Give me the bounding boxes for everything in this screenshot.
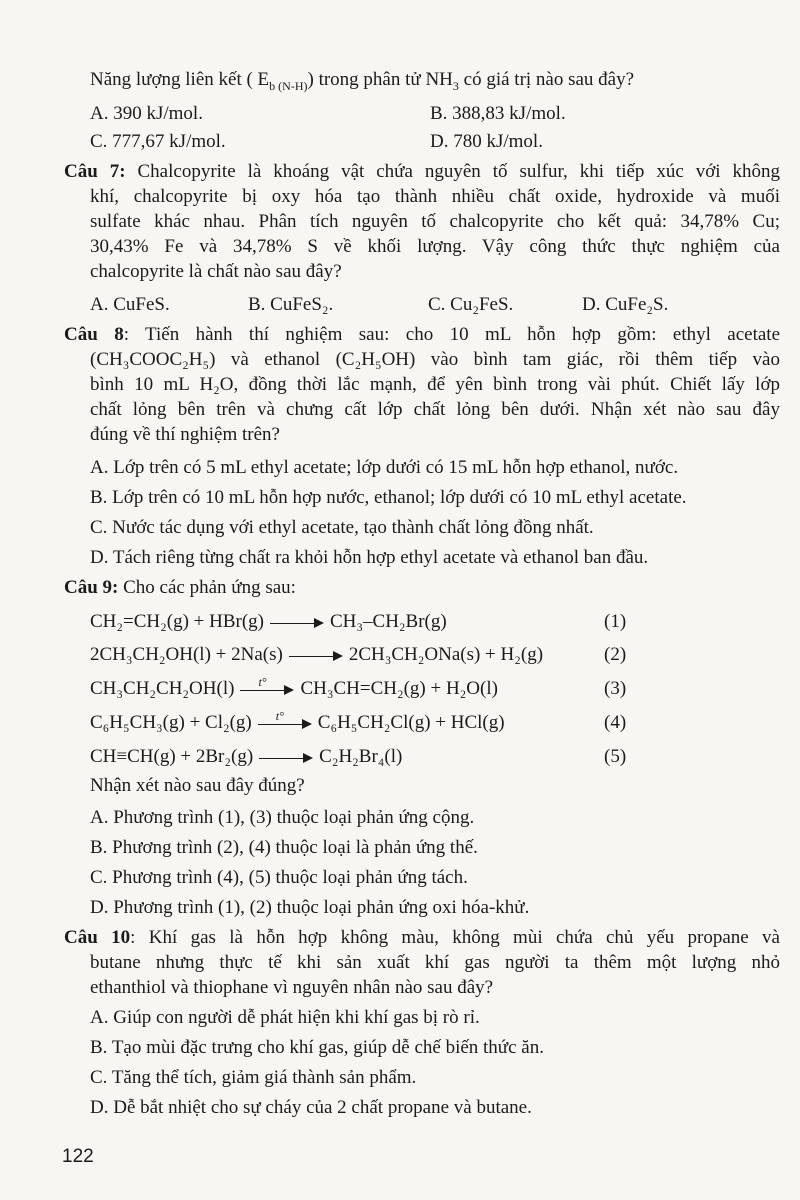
q7-option-a: A. CuFeS.: [90, 294, 170, 315]
q10-label: Câu 10: [64, 927, 131, 948]
q8-option-a: A. Lớp trên có 5 mL ethyl acetate; lớp dưới có 15 mL hỗn hợp ethanol, nước.: [90, 457, 679, 478]
q10-option-c: C. Tăng thể tích, giảm giá thành sản phẩm.: [90, 1067, 417, 1088]
q7-line-1: Câu 7: Chalcopyrite là khoáng vật chứa nguyên tố sulfur, khi tiếp xúc với không: [64, 161, 780, 182]
arrow-icon: [289, 649, 343, 663]
q8-line-3: bình 10 mL H₂O, đồng thời lắc mạnh, để yên bình trong vài phút. Chiết lấy lớp: [90, 374, 780, 395]
reaction-number: (4): [604, 712, 627, 733]
q8-line-2: (CH₃COOC₂H₅) và ethanol (C₂H₅OH) vào bình tam giác, rồi thêm tiếp vào: [90, 349, 780, 370]
option-d: D. 780 kJ/mol.: [430, 131, 543, 152]
reaction-number: (5): [604, 746, 627, 767]
q8-option-b: B. Lớp trên có 10 mL hỗn hợp nước, ethanol; lớp dưới có 10 mL ethyl acetate.: [90, 487, 687, 508]
q9-option-a: A. Phương trình (1), (3) thuộc loại phản ứng cộng.: [90, 807, 475, 828]
option-c: C. 777,67 kJ/mol.: [90, 131, 226, 152]
q10-option-a: A. Giúp con người dễ phát hiện khi khí gas bị rò rỉ.: [90, 1007, 480, 1028]
q10-option-b: B. Tạo mùi đặc trưng cho khí gas, giúp dễ chế biến thức ăn.: [90, 1037, 544, 1058]
reaction-1: CH₂=CH₂(g) + HBr(g) CH₃–CH₂Br(g): [90, 611, 447, 632]
q7-option-d: D. CuFe₂S.: [582, 294, 669, 315]
q9-option-c: C. Phương trình (4), (5) thuộc loại phản ứng tách.: [90, 867, 468, 888]
option-b: B. 388,83 kJ/mol.: [430, 103, 566, 124]
reaction-number: (1): [604, 611, 627, 632]
reaction-number: (2): [604, 644, 627, 665]
q9-option-b: B. Phương trình (2), (4) thuộc loại là phản ứng thế.: [90, 837, 478, 858]
reaction-4: C₆H₅CH₃(g) + Cl₂(g) t° C₆H₅CH₂Cl(g) + HCl(g): [90, 711, 505, 735]
q8-line-5: đúng về thí nghiệm trên?: [90, 424, 280, 445]
q7-option-b: B. CuFeS₂.: [248, 294, 334, 315]
q9-option-d: D. Phương trình (1), (2) thuộc loại phản ứng oxi hóa-khử.: [90, 897, 530, 918]
q10-line-2: butane nhưng thực tế khi sản xuất khí gas người ta thêm một lượng nhỏ: [90, 952, 780, 973]
condition-label: t°: [258, 674, 267, 689]
q8-label: Câu 8: [64, 324, 124, 345]
q7-line-2: khí, chalcopyrite bị oxy hóa tạo thành nhiều chất oxide, hydroxide và muối: [90, 186, 780, 207]
q9-question: Nhận xét nào sau đây đúng?: [90, 775, 305, 796]
option-a: A. 390 kJ/mol.: [90, 103, 203, 124]
q8-option-c: C. Nước tác dụng với ethyl acetate, tạo thành chất lỏng đồng nhất.: [90, 517, 594, 538]
arrow-icon: [258, 708, 312, 731]
q10-line-1: Câu 10: Khí gas là hỗn hợp không màu, không mùi chứa chủ yếu propane và: [64, 927, 780, 948]
q8-line-1: Câu 8: Tiến hành thí nghiệm sau: cho 10 mL hỗn hợp gồm: ethyl acetate: [64, 324, 781, 345]
arrow-icon: [270, 616, 324, 630]
q8-line-4: chất lỏng bên trên và chưng cất lớp chất lỏng bên dưới. Nhận xét nào sau đây: [90, 399, 780, 420]
q9-intro: Câu 9: Cho các phản ứng sau:: [64, 577, 296, 598]
reaction-3: CH₃CH₂CH₂OH(l) t° CH₃CH=CH₂(g) + H₂O(l): [90, 677, 498, 701]
reaction-5: CH≡CH(g) + 2Br₂(g) C₂H₂Br₄(l): [90, 746, 403, 767]
q8-option-d: D. Tách riêng từng chất ra khỏi hỗn hợp ethyl acetate và ethanol ban đầu.: [90, 547, 649, 568]
q7-line-4: 30,43% Fe và 34,78% S về khối lượng. Vậy công thức thực nghiệm của: [90, 236, 780, 257]
q10-option-d: D. Dễ bắt nhiệt cho sự cháy của 2 chất propane và butane.: [90, 1097, 532, 1118]
q7-label: Câu 7:: [64, 161, 126, 182]
q7-line-3: sulfate khác nhau. Phân tích nguyên tố chalcopyrite cho kết quả: 34,78% Cu;: [90, 211, 780, 232]
reaction-number: (3): [604, 678, 627, 699]
question-stem: Năng lượng liên kết ( $E_{b (N-H)}$) trong phân tử $NH_3$ có giá trị nào sau đây?: [90, 69, 635, 93]
arrow-icon: [240, 674, 294, 697]
arrow-icon: [259, 751, 313, 765]
page-number: 122: [62, 1146, 94, 1167]
q7-option-c: C. Cu₂FeS.: [428, 294, 514, 315]
q9-label: Câu 9:: [64, 577, 119, 598]
condition-label: t°: [275, 708, 284, 723]
reaction-2: 2CH₃CH₂OH(l) + 2Na(s) 2CH₃CH₂ONa(s) + H₂(g): [90, 644, 544, 665]
q10-line-3: ethanthiol và thiophane vì nguyên nhân nào sau đây?: [90, 977, 494, 998]
q7-line-5: chalcopyrite là chất nào sau đây?: [90, 261, 342, 282]
